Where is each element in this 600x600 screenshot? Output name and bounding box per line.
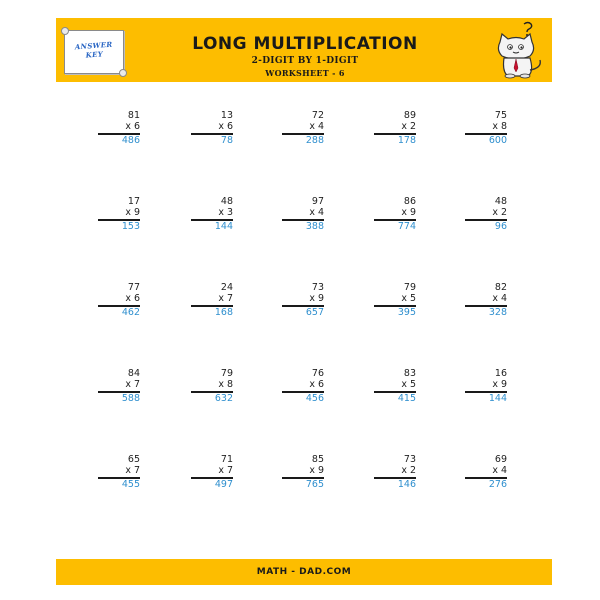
multiplicand: 73	[311, 282, 324, 293]
product-answer: 415	[397, 393, 416, 404]
multiplicand: 71	[220, 454, 233, 465]
multiplication-problem	[96, 368, 140, 408]
multiplier: x 3	[218, 207, 233, 218]
multiplicand: 79	[403, 282, 416, 293]
multiplicand: 73	[403, 454, 416, 465]
multiplier: x 6	[309, 379, 324, 390]
multiplicand: 17	[127, 196, 140, 207]
multiplier: x 6	[218, 121, 233, 132]
multiplication-problem	[280, 110, 324, 150]
multiplier: x 4	[309, 121, 324, 132]
product-answer: 395	[397, 307, 416, 318]
multiplicand: 24	[220, 282, 233, 293]
multiplication-problem	[189, 196, 233, 236]
multiplicand: 82	[494, 282, 507, 293]
multiplier: x 8	[218, 379, 233, 390]
multiplier: x 4	[492, 465, 507, 476]
multiplicand: 48	[220, 196, 233, 207]
product-answer: 178	[397, 135, 416, 146]
multiplier: x 5	[401, 293, 416, 304]
multiplication-problem	[96, 454, 140, 494]
answer-key-text: KEY	[85, 49, 104, 60]
multiplier: x 9	[309, 293, 324, 304]
multiplier: x 8	[492, 121, 507, 132]
multiplication-problem	[463, 454, 507, 494]
multiplier: x 6	[125, 121, 140, 132]
multiplicand: 65	[127, 454, 140, 465]
multiplier: x 9	[125, 207, 140, 218]
multiplication-problem	[463, 368, 507, 408]
scroll-curl-icon	[61, 27, 69, 35]
multiplication-problem	[189, 454, 233, 494]
multiplication-problem	[280, 368, 324, 408]
product-answer: 600	[488, 135, 507, 146]
multiplier: x 2	[401, 121, 416, 132]
product-answer: 144	[488, 393, 507, 404]
multiplicand: 76	[311, 368, 324, 379]
product-answer: 153	[121, 221, 140, 232]
product-answer: 765	[305, 479, 324, 490]
answer-key-text: ANSWER	[74, 39, 113, 52]
multiplier: x 4	[492, 293, 507, 304]
multiplication-problem	[96, 282, 140, 322]
product-answer: 462	[121, 307, 140, 318]
multiplier: x 2	[401, 465, 416, 476]
product-answer: 328	[488, 307, 507, 318]
multiplicand: 13	[220, 110, 233, 121]
multiplication-problem	[372, 282, 416, 322]
multiplication-problem	[96, 196, 140, 236]
multiplicand: 48	[494, 196, 507, 207]
multiplication-problem	[96, 110, 140, 150]
multiplier: x 7	[218, 293, 233, 304]
product-answer: 486	[121, 135, 140, 146]
multiplicand: 84	[127, 368, 140, 379]
answer-key-badge	[64, 30, 124, 74]
multiplicand: 79	[220, 368, 233, 379]
product-answer: 168	[214, 307, 233, 318]
multiplication-problem	[463, 282, 507, 322]
multiplicand: 72	[311, 110, 324, 121]
multiplication-problem	[372, 196, 416, 236]
product-answer: 456	[305, 393, 324, 404]
product-answer: 455	[121, 479, 140, 490]
multiplicand: 75	[494, 110, 507, 121]
product-answer: 632	[214, 393, 233, 404]
multiplier: x 5	[401, 379, 416, 390]
multiplier: x 4	[309, 207, 324, 218]
multiplication-problem	[372, 110, 416, 150]
multiplication-problem	[463, 196, 507, 236]
product-answer: 96	[494, 221, 507, 232]
product-answer: 146	[397, 479, 416, 490]
multiplicand: 81	[127, 110, 140, 121]
product-answer: 657	[305, 307, 324, 318]
multiplier: x 7	[218, 465, 233, 476]
multiplicand: 83	[403, 368, 416, 379]
multiplier: x 6	[125, 293, 140, 304]
multiplication-problem	[280, 454, 324, 494]
multiplier: x 7	[125, 465, 140, 476]
worksheet-number: WORKSHEET - 6	[265, 68, 345, 78]
footer-site-name: MATH - DAD.COM	[256, 567, 352, 577]
multiplication-problem	[189, 282, 233, 322]
multiplication-problem	[280, 282, 324, 322]
multiplicand: 97	[311, 196, 324, 207]
multiplicand: 77	[127, 282, 140, 293]
multiplication-problem	[189, 368, 233, 408]
multiplication-problem	[280, 196, 324, 236]
multiplication-problem	[189, 110, 233, 150]
cat-mascot-icon	[488, 20, 548, 80]
product-answer: 276	[488, 479, 507, 490]
multiplication-problem	[372, 454, 416, 494]
multiplicand: 89	[403, 110, 416, 121]
product-answer: 388	[305, 221, 324, 232]
multiplicand: 69	[494, 454, 507, 465]
multiplier: x 7	[125, 379, 140, 390]
footer-banner	[56, 559, 552, 585]
multiplication-problem	[372, 368, 416, 408]
multiplicand: 16	[494, 368, 507, 379]
multiplicand: 86	[403, 196, 416, 207]
multiplication-problem	[463, 110, 507, 150]
multiplier: x 2	[492, 207, 507, 218]
multiplier: x 9	[492, 379, 507, 390]
product-answer: 774	[397, 221, 416, 232]
product-answer: 144	[214, 221, 233, 232]
product-answer: 588	[121, 393, 140, 404]
multiplier: x 9	[309, 465, 324, 476]
page-title: LONG MULTIPLICATION	[192, 34, 418, 54]
scroll-curl-icon	[119, 69, 127, 77]
page-subtitle: 2-DIGIT BY 1-DIGIT	[251, 56, 359, 66]
product-answer: 497	[214, 479, 233, 490]
multiplicand: 85	[311, 454, 324, 465]
product-answer: 78	[220, 135, 233, 146]
multiplier: x 9	[401, 207, 416, 218]
product-answer: 288	[305, 135, 324, 146]
